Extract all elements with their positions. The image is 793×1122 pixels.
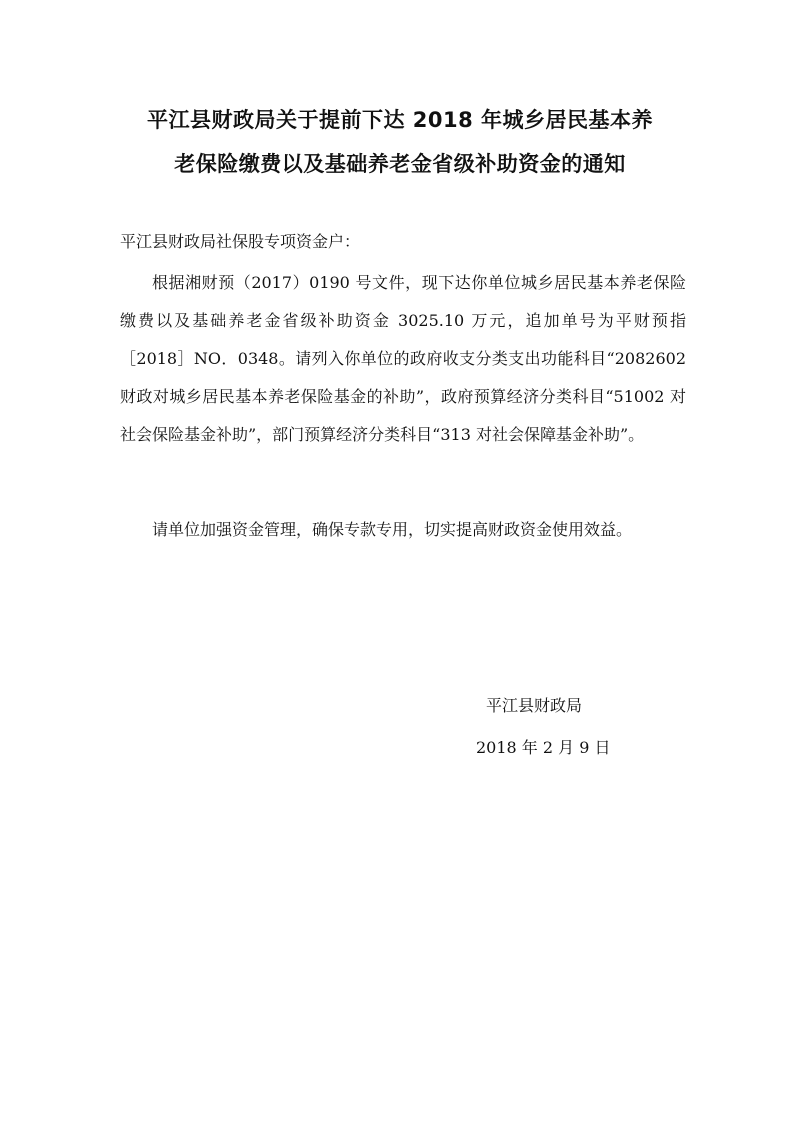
body-paragraph-1: 根据湘财预（2017）0190 号文件，现下达你单位城乡居民基本养老保险缴费以及基础养老金省级补助资金 3025.10 万元，追加单号为平财预指［2018］NO．0348。请列入你单位的政府收支分类支出功能科目“2082602 财政对城乡居民基本养老保险基金的补助”，政府预算经济分类科目“51002 对社会保险基金补助”，部门预算经济分类科目“313 对社会保障基金补助”。 [120,273,686,444]
signature-date: 2018 年 2 月 9 日 [476,738,611,757]
document-title-line-1: 平江县财政局关于提前下达 2018 年城乡居民基本养 [146,108,654,132]
body-paragraph-2: 请单位加强资金管理，确保专款专用，切实提高财政资金使用效益。 [152,520,633,539]
salutation: 平江县财政局社保股专项资金户： [120,232,361,251]
document-title-line-2: 老保险缴费以及基础养老金省级补助资金的通知 [174,152,626,176]
signature-organization: 平江县财政局 [486,696,583,715]
